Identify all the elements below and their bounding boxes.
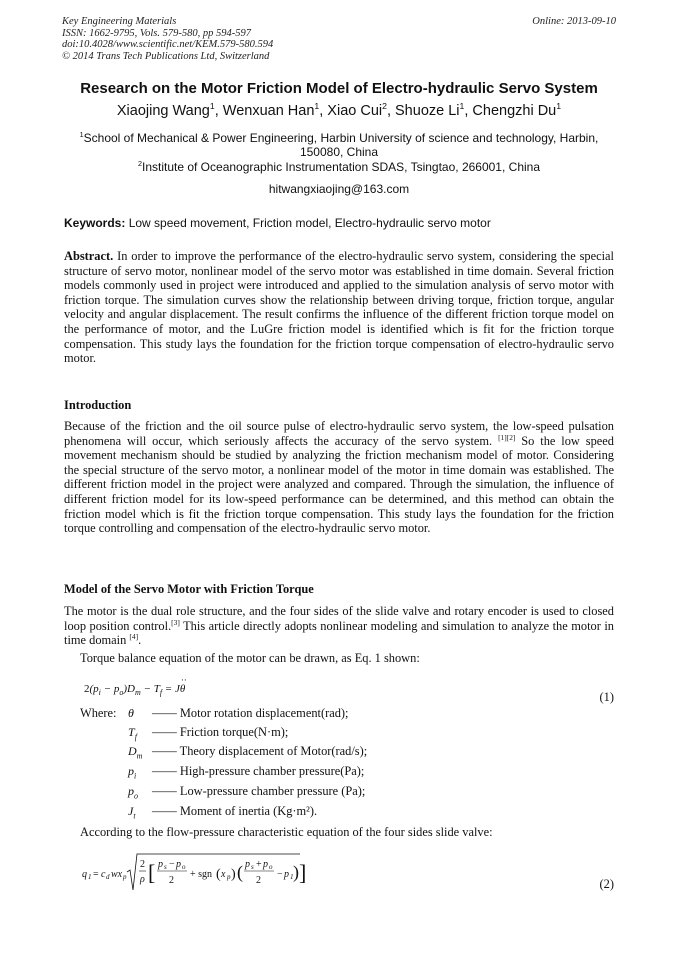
running-header (62, 16, 273, 62)
svg-text:2: 2 (256, 875, 261, 886)
keywords-label: Keywords: (64, 216, 126, 230)
affiliation-text: School of Mechanical & Power Engineering, Harbin University of science and technology, Harbin, (83, 131, 599, 145)
doi-line: doi:10.4028/www.scientific.net/KEM.579-580.594 (62, 39, 274, 50)
affiliation-text: 150080, China (299, 145, 379, 159)
svg-text:1: 1 (290, 873, 294, 881)
svg-text:ρ: ρ (140, 874, 145, 885)
svg-text:−: − (277, 869, 283, 880)
symbol: $p_o$ (128, 784, 138, 801)
symbol-definition: —— High-pressure chamber pressure(Pa); (152, 764, 365, 778)
svg-text:s: s (164, 863, 167, 871)
author-email: hitwangxiaojing@163.com (268, 182, 410, 196)
symbol: $J_t$ (128, 804, 136, 821)
affiliation-1 (60, 131, 618, 159)
author-affiliation-mark: 1 (314, 101, 320, 112)
symbol-definition-list (0, 706, 678, 826)
where-label: Where: (80, 706, 117, 720)
svg-text:p: p (176, 859, 181, 870)
author-list: Xiaojing Wang$^1$, Wenxuan Han$^1$, Xiao Cui$^2$, Shuoze Li$^1$, Chengzhi Du$^1$ (116, 101, 562, 119)
svg-text:p: p (123, 873, 127, 881)
equation-1: $2(p_i - p_o)D_m - T_f = J\theta$ ·· (84, 675, 187, 698)
svg-text:(: ( (216, 867, 221, 882)
punctuation: . (138, 633, 142, 648)
author-name: Wenxuan Han (222, 103, 315, 119)
paragraph-text: So the low speed movement mechanism should be studied by analyzing the friction mechanism model of motor. Considering the special structure of the servo motor, a nonlinear model of the motor in time domain was established. The different friction model in the project were analyzed and compared. Through the simulation, the influence of different friction model for its low-speed performance can be determined, and this method can obtain the friction model which is fit the friction torque compensation. This study lays the foundation for the friction torque controlling and compensation of the electro-hydraulic servo motor. (64, 433, 614, 536)
symbol-definition: —— Friction torque(N·m); (152, 725, 289, 739)
svg-text:[: [ (148, 860, 156, 885)
affiliation-text: Institute of Oceanographic Instrumentation SDAS, Tsingtao, 266001, China (141, 160, 541, 174)
author-affiliation-mark: 2 (382, 101, 387, 112)
svg-text:2: 2 (140, 859, 145, 870)
online-date: Online: 2013-09-10 (532, 16, 616, 27)
affiliation-2 (60, 160, 618, 174)
svg-text:p: p (245, 859, 250, 870)
section-heading-model: Model of the Servo Motor with Friction Torque (64, 582, 314, 596)
paragraph-text: The motor is the dual role structure, and the four sides of the slide valve and rotary encoder is used to closed loop position control. (64, 604, 614, 633)
abstract (64, 249, 614, 366)
svg-text:+ sgn: + sgn (190, 869, 213, 880)
abstract-text: In order to improve the performance of the electro-hydraulic servo system, considering the special structure of servo motor, nonlinear model of the servo motor was established in time domain. Several friction models commonly used in project were introduced and applied to the simulation analysis of servo motor with friction torque. The simulation curves show the relationship between driving torque, friction torque, angular velocity and angular displacement. The result confirms the influence of the different friction torque model on the performance of motor, and the LuGre friction model is identified which is fit for the friction torque compensation. This study lays the foundation for the friction torque compensation of electro-hydraulic servo motor. (64, 249, 614, 366)
citation[interactable]: [1][2] (498, 432, 516, 442)
abstract-label: Abstract. (64, 249, 114, 263)
symbol: θ (128, 706, 134, 720)
svg-text:q: q (82, 869, 87, 880)
keywords-text: Low speed movement, Friction model, Electro-hydraulic servo motor (128, 216, 491, 230)
svg-text:o: o (182, 863, 186, 871)
svg-text:=: = (93, 869, 99, 880)
symbol: $T_f$ (128, 725, 137, 742)
svg-text:): ) (293, 862, 299, 882)
paper-title: Research on the Motor Friction Model of Electro-hydraulic Servo System (80, 80, 598, 97)
svg-text:p: p (263, 859, 268, 870)
equation-1-number: (1) (599, 690, 614, 704)
svg-text:wx: wx (111, 869, 123, 880)
svg-text:o: o (269, 863, 273, 871)
paragraph-text: This article directly adopts nonlinear modeling and simulation to analyze the motor in time domain (64, 618, 614, 648)
symbol: $p_i$ (128, 764, 137, 781)
journal-name: Key Engineering Materials (62, 16, 177, 27)
introduction-paragraph (64, 419, 614, 536)
citation[interactable]: [3] (171, 617, 180, 627)
author-affiliation-mark: 1 (459, 101, 465, 112)
svg-text:): ) (231, 867, 236, 882)
author-affiliation-mark: 1 (209, 101, 215, 112)
flow-pressure-intro: According to the flow-pressure characteristic equation of the four sides slide valve: (80, 825, 493, 839)
copyright-line: © 2014 Trans Tech Publications Ltd, Switzerland (62, 50, 270, 62)
equation-2 (80, 850, 320, 898)
svg-text:x: x (221, 869, 226, 880)
svg-text:p: p (284, 869, 289, 880)
symbol-definition: —— Low-pressure chamber pressure (Pa); (152, 784, 366, 798)
svg-text:1: 1 (88, 873, 92, 881)
svg-text:s: s (251, 863, 254, 871)
symbol-definition: —— Moment of inertia (Kg·m²). (152, 804, 318, 818)
issn-line: ISSN: 1662-9795, Vols. 579-580, pp 594-597 (62, 27, 251, 39)
author-name: Xiaojing Wang (116, 103, 210, 119)
affiliation-number: 1 (79, 130, 84, 139)
affiliation-number: 2 (137, 159, 142, 168)
author-affiliation-mark: 1 (556, 101, 562, 112)
svg-text:p: p (227, 873, 231, 881)
svg-text:−: − (169, 859, 175, 870)
torque-intro: Torque balance equation of the motor can be drawn, as Eq. 1 shown: (80, 651, 420, 665)
author-name: Chengzhi Du (472, 103, 557, 119)
author-name: Xiao Cui (327, 103, 383, 119)
svg-text:]: ] (299, 860, 307, 885)
svg-text:2: 2 (169, 875, 174, 886)
svg-text:(: ( (237, 862, 243, 882)
author-name: Shuoze Li (395, 103, 460, 119)
symbol-definition: —— Theory displacement of Motor(rad/s); (152, 744, 368, 758)
keywords (64, 216, 491, 230)
svg-text:d: d (106, 873, 110, 881)
symbol: $D_m$ (128, 744, 143, 761)
citation[interactable]: [4] (129, 632, 139, 642)
symbol-definition: —— Motor rotation displacement(rad); (152, 706, 349, 720)
paragraph-text: Because of the friction and the oil source pulse of electro-hydraulic servo system, the low-speed pulsation phenomena will occur, which seriously affects the accuracy of the servo system. (64, 419, 614, 448)
svg-text:p: p (158, 859, 163, 870)
equation-2-number: (2) (599, 877, 614, 891)
model-paragraph (64, 604, 614, 648)
svg-text:+: + (256, 859, 262, 870)
section-heading-introduction: Introduction (64, 398, 132, 412)
svg-text:c: c (101, 869, 106, 880)
